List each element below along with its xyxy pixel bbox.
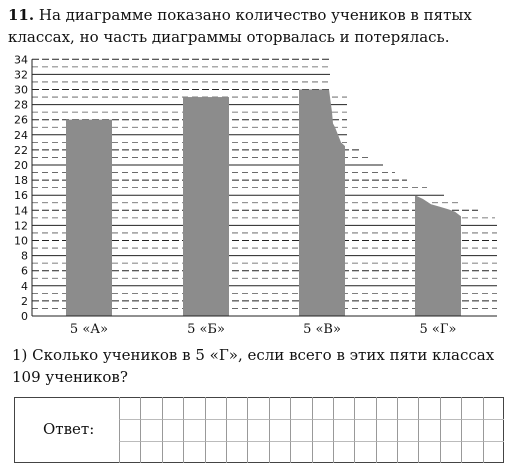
answer-cell[interactable] <box>205 397 226 419</box>
y-tick-label: 28 <box>14 98 28 112</box>
answer-cell[interactable] <box>162 441 183 463</box>
y-tick-label: 34 <box>14 54 28 67</box>
question-text: 1) Сколько учеников в 5 «Г», если всего в этих пяти классах 109 учеников? <box>12 346 495 386</box>
y-tick-label: 14 <box>14 204 28 218</box>
y-tick-label: 12 <box>14 219 28 233</box>
answer-cell[interactable] <box>397 397 418 419</box>
y-tick-label: 32 <box>14 68 28 82</box>
answer-cell[interactable] <box>483 397 504 419</box>
y-tick-label: 10 <box>14 234 28 248</box>
answer-cell[interactable] <box>119 441 140 463</box>
answer-cell[interactable] <box>290 419 311 441</box>
answer-cell[interactable] <box>269 441 290 463</box>
y-tick-label: 8 <box>21 249 28 263</box>
answer-cell[interactable] <box>312 441 333 463</box>
answer-label: Ответ: <box>43 420 95 438</box>
answer-cell[interactable] <box>162 397 183 419</box>
answer-cell[interactable] <box>247 441 268 463</box>
y-tick-label: 22 <box>14 143 28 157</box>
answer-cell[interactable] <box>418 441 439 463</box>
answer-cell[interactable] <box>140 397 161 419</box>
answer-cell[interactable] <box>205 419 226 441</box>
y-tick-label: 18 <box>14 174 28 188</box>
answer-cell[interactable] <box>440 397 461 419</box>
answer-cell[interactable] <box>269 419 290 441</box>
answer-cell[interactable] <box>376 441 397 463</box>
answer-cell[interactable] <box>226 441 247 463</box>
bar-chart <box>0 54 517 339</box>
bar <box>299 90 345 317</box>
answer-cell[interactable] <box>461 397 482 419</box>
answer-cell[interactable] <box>483 441 504 463</box>
answer-grid[interactable] <box>119 397 504 463</box>
answer-cell[interactable] <box>376 397 397 419</box>
answer-cell[interactable] <box>312 419 333 441</box>
answer-cell[interactable] <box>397 441 418 463</box>
problem-number: 11. <box>8 6 35 24</box>
answer-cell[interactable] <box>247 419 268 441</box>
answer-cell[interactable] <box>119 419 140 441</box>
answer-cell[interactable] <box>333 419 354 441</box>
answer-cell[interactable] <box>440 419 461 441</box>
y-tick-label: 20 <box>14 159 28 172</box>
answer-cell[interactable] <box>354 441 375 463</box>
problem-statement <box>8 4 508 48</box>
y-tick-label: 24 <box>14 128 28 142</box>
y-tick-label: 0 <box>21 310 28 323</box>
y-tick-label: 16 <box>14 189 28 203</box>
answer-cell[interactable] <box>376 419 397 441</box>
bar <box>183 97 229 316</box>
y-tick-label: 30 <box>14 83 28 97</box>
answer-cell[interactable] <box>290 441 311 463</box>
answer-cell[interactable] <box>418 419 439 441</box>
answer-cell[interactable] <box>290 397 311 419</box>
answer-cell[interactable] <box>162 419 183 441</box>
answer-cell[interactable] <box>440 441 461 463</box>
answer-cell[interactable] <box>269 397 290 419</box>
bar <box>66 120 112 316</box>
x-tick-label: 5 «Б» <box>187 322 225 337</box>
answer-cell[interactable] <box>205 441 226 463</box>
answer-cell[interactable] <box>483 419 504 441</box>
answer-cell[interactable] <box>312 397 333 419</box>
y-tick-label: 4 <box>21 279 28 293</box>
answer-cell[interactable] <box>354 397 375 419</box>
answer-cell[interactable] <box>183 441 204 463</box>
x-tick-label: 5 «А» <box>69 322 109 337</box>
y-tick-label: 26 <box>14 113 28 127</box>
answer-cell[interactable] <box>461 419 482 441</box>
answer-box[interactable] <box>14 397 504 463</box>
answer-cell[interactable] <box>226 419 247 441</box>
answer-cell[interactable] <box>226 397 247 419</box>
answer-cell[interactable] <box>247 397 268 419</box>
answer-cell[interactable] <box>461 441 482 463</box>
answer-cell[interactable] <box>140 441 161 463</box>
answer-cell[interactable] <box>140 419 161 441</box>
answer-cell[interactable] <box>354 419 375 441</box>
answer-cell[interactable] <box>183 397 204 419</box>
answer-cell[interactable] <box>333 441 354 463</box>
x-tick-label: 5 «Г» <box>419 322 457 337</box>
answer-cell[interactable] <box>333 397 354 419</box>
y-tick-label: 6 <box>21 264 28 278</box>
answer-cell[interactable] <box>418 397 439 419</box>
bar <box>415 195 461 316</box>
answer-cell[interactable] <box>119 397 140 419</box>
x-tick-label: 5 «В» <box>303 322 341 337</box>
answer-cell[interactable] <box>183 419 204 441</box>
problem-text: На диаграмме показано количество учеников в пятых классах, но часть диаграммы оторвалась и потерялась. <box>8 6 472 46</box>
answer-cell[interactable] <box>397 419 418 441</box>
y-tick-label: 2 <box>21 294 28 308</box>
